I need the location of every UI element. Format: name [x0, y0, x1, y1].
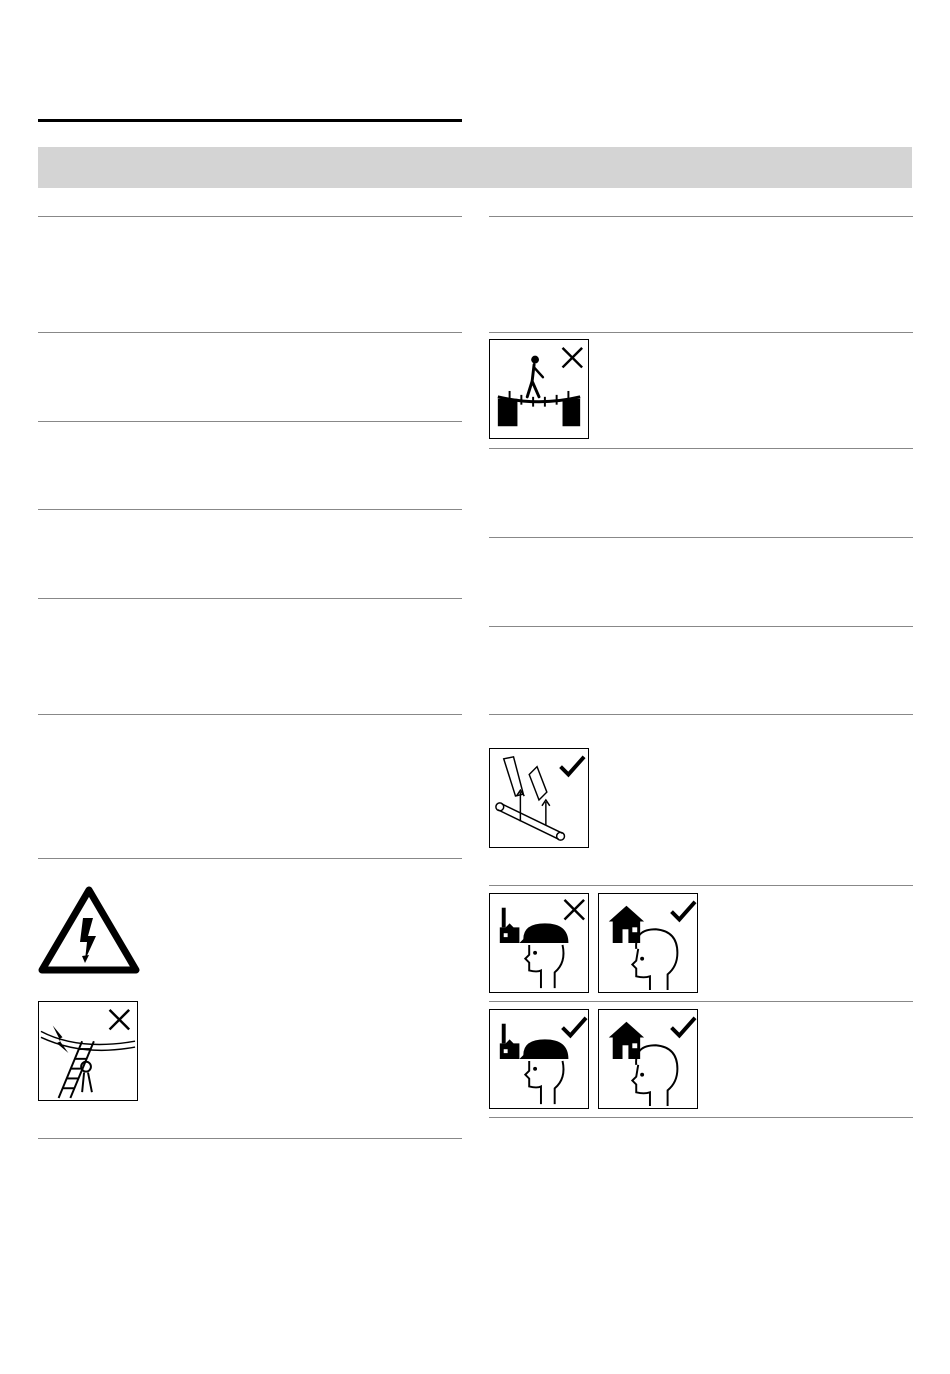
left-divider-1: [38, 216, 462, 217]
high-voltage-warning-icon: [38, 886, 140, 976]
cross-icon: [563, 348, 583, 368]
cross-icon: [564, 900, 584, 920]
left-divider-5: [38, 598, 462, 599]
right-divider-6: [489, 714, 913, 715]
left-divider-4: [38, 509, 462, 510]
ladder-power-line-prohibited-icon: [38, 1001, 138, 1101]
left-divider-3: [38, 421, 462, 422]
right-divider-7: [489, 885, 913, 886]
right-divider-1: [489, 216, 913, 217]
home-use-icon: [609, 906, 678, 990]
professional-use-icon: [500, 908, 569, 988]
right-divider-3: [489, 448, 913, 449]
professional-use-icon: [500, 1024, 569, 1104]
home-use-icon: [609, 1022, 678, 1106]
section-title-band: [38, 147, 912, 188]
walking-on-ladder-bridge-prohibited-icon: [489, 339, 589, 439]
right-divider-2: [489, 332, 913, 333]
home-use-allowed-icon-2: [598, 1009, 698, 1109]
lift-ladder-parts-allowed-icon: [489, 748, 589, 848]
check-icon: [672, 902, 696, 920]
right-divider-5: [489, 626, 913, 627]
left-divider-6: [38, 714, 462, 715]
check-icon: [563, 1018, 587, 1036]
right-divider-8: [489, 1001, 913, 1002]
header-rule: [38, 119, 462, 122]
check-icon: [561, 757, 585, 775]
professional-use-prohibited-icon: [489, 893, 589, 993]
check-icon: [672, 1018, 696, 1036]
right-divider-9: [489, 1117, 913, 1118]
left-divider-7: [38, 858, 462, 859]
right-divider-4: [489, 537, 913, 538]
left-divider-8: [38, 1138, 462, 1139]
left-divider-2: [38, 332, 462, 333]
cross-icon: [110, 1010, 130, 1030]
home-use-allowed-icon: [598, 893, 698, 993]
professional-use-allowed-icon: [489, 1009, 589, 1109]
